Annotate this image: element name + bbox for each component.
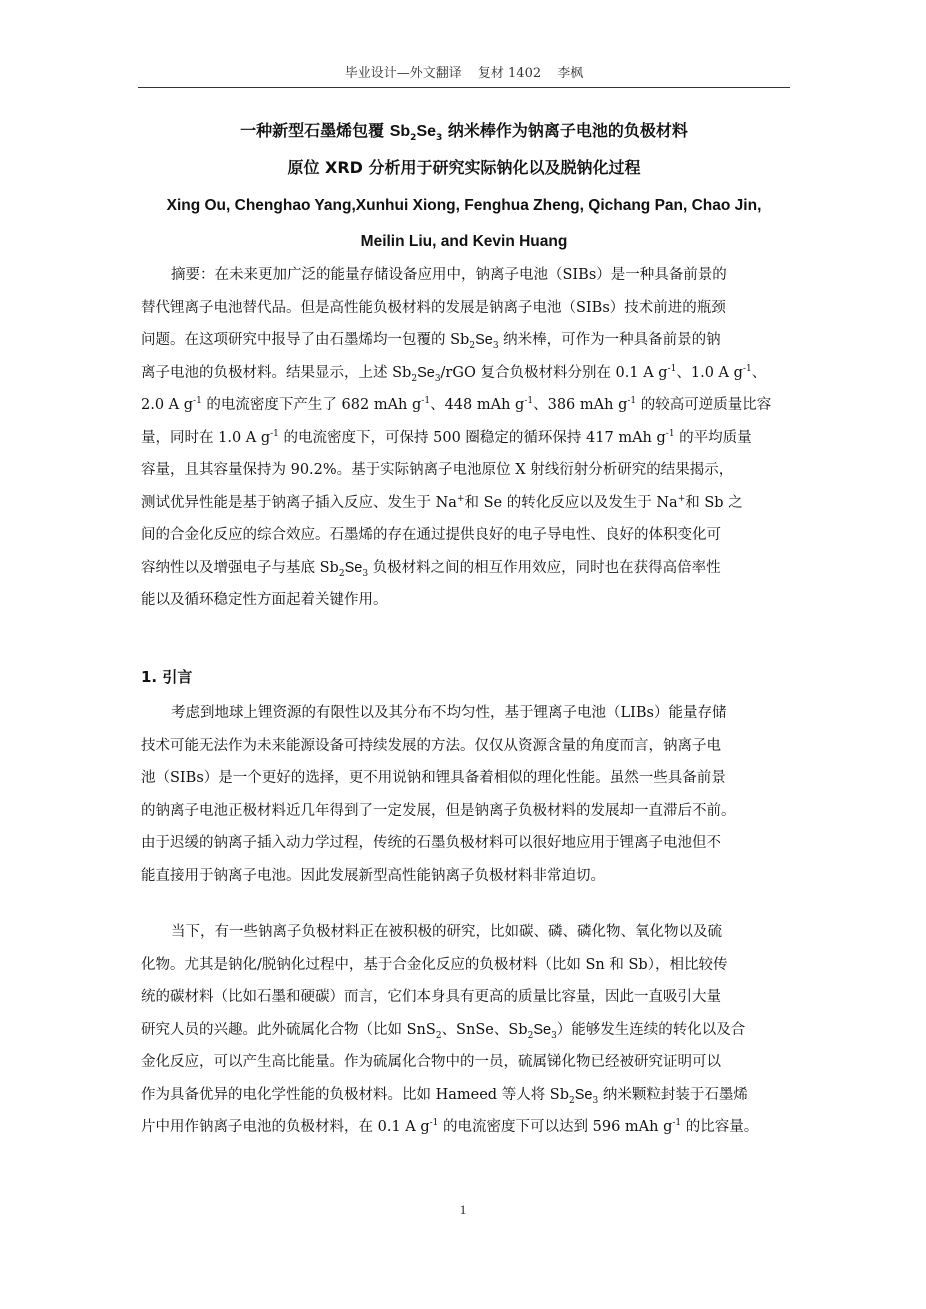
authors-line-1: Xing Ou, Chenghao Yang,Xunhui Xiong, Fenghua Zheng, Qichang Pan, Chao Jin, bbox=[166, 197, 762, 214]
intro-paragraph-2: 当下，有一些钠离子负极材料正在被积极的研究，比如碳、磷、磷化物、氧化物以及硫 化物。尤其是钠化/脱钠化过程中，基于合金化反应的负极材料（比如 Sn 和 Sb），相比较传 统的碳材料（比如石墨和硬碳）而言，它们本身具有更高的质量比容量，因此一直吸引大量 研究人员的兴趣。此外硫属化合物（比如 SnS$_2$、SnSe、$Sb_2Se_3$）能够发生连续的转化以及合 金化反应，可以产生高比能量。作为硫属化合物中的一员，硫属锑化物已经被研究证明可以 作为具备优异的电化学性能的负极材料。比如 Hameed 等人将 $Sb_2Se_3$ 纳米颗粒封装于石墨烯 片中用作钠离子电池的负极材料，在 0.1 A $g^{-1}$ 的电流密度下可以达到 596 mAh $g^{-1}$ 的比容量。 bbox=[141, 924, 759, 1135]
page-number: 1 bbox=[459, 1202, 467, 1217]
page-header bbox=[138, 63, 790, 88]
title-line-2: 原位 XRD 分析用于研究实际钠化以及脱钠化过程 bbox=[287, 158, 641, 177]
header-class: 复材 1402 bbox=[477, 66, 542, 81]
abstract: 摘要：在未来更加广泛的能量存储设备应用中，钠离子电池（SIBs）是一种具备前景的 替代锂离子电池替代品。但是高性能负极材料的发展是钠离子电池（SIBs）技术前进的瓶颈 问题。在这项研究中报导了由石墨烯均一包覆的 $Sb_2Se_3$ 纳米棒，可作为一种具备前景的钠 离子电池的负极材料。结果显示，上述 $Sb_2Se_3$/rGO 复合负极材料分别在 0.1 A $g^{-1}$、1.0 A $g^{-1}$、 2.0 A $g^{-1}$ 的电流密度下产生了 682 mAh $g^{-1}$、448 mAh $g^{-1}$、386 mAh $g^{-1}$ 的较高可逆质量比容 量，同时在 1.0 A $g^{-1}$ 的电流密度下，可保持 500 圈稳定的循环保持 417 mAh $g^{-1}$ 的平均质量 容量，且其容量保持为 90.2%。基于实际钠离子电池原位 X 射线衍射分析研究的结果揭示， 测试优异性能是基于钠离子插入反应、发生于 Na+和 Se 的转化反应以及发生于 Na+和 Sb 之 间的合金化反应的综合效应。石墨烯的存在通过提供良好的电子导电性、良好的体积变化可 容纳性以及增强电子与基底 $Sb_2Se_3$ 负极材料之间的相互作用效应，同时也在获得高倍率性 能以及循环稳定性方面起着关键作用。 bbox=[141, 267, 772, 608]
header-course: 毕业设计—外文翻译 bbox=[344, 66, 462, 81]
header-name: 李枫 bbox=[557, 66, 584, 81]
intro-paragraph-1: 考虑到地球上锂资源的有限性以及其分布不均匀性，基于锂离子电池（LIBs）能量存储 技术可能无法作为未来能源设备可持续发展的方法。仅仅从资源含量的角度而言，钠离子电 池（SIBs）是一个更好的选择，更不用说钠和锂具备着相似的理化性能。虽然一些具备前景 的钠离子电池正极材料近几年得到了一定发展，但是钠离子负极材料的发展却一直滞后不前。 由于迟缓的钠离子插入动力学过程，传统的石墨负极材料可以很好地应用于锂离子电池但不 能直接用于钠离子电池。因此发展新型高性能钠离子负极材料非常迫切。 bbox=[141, 705, 736, 884]
authors-line-2: Meilin Liu, and Kevin Huang bbox=[360, 233, 568, 250]
title-line-1: 一种新型石墨烯包覆 $Sb_2Se_3$ 纳米棒作为钠离子电池的负极材料 bbox=[240, 121, 688, 144]
section-heading-introduction: 1. 引言 bbox=[141, 668, 193, 686]
